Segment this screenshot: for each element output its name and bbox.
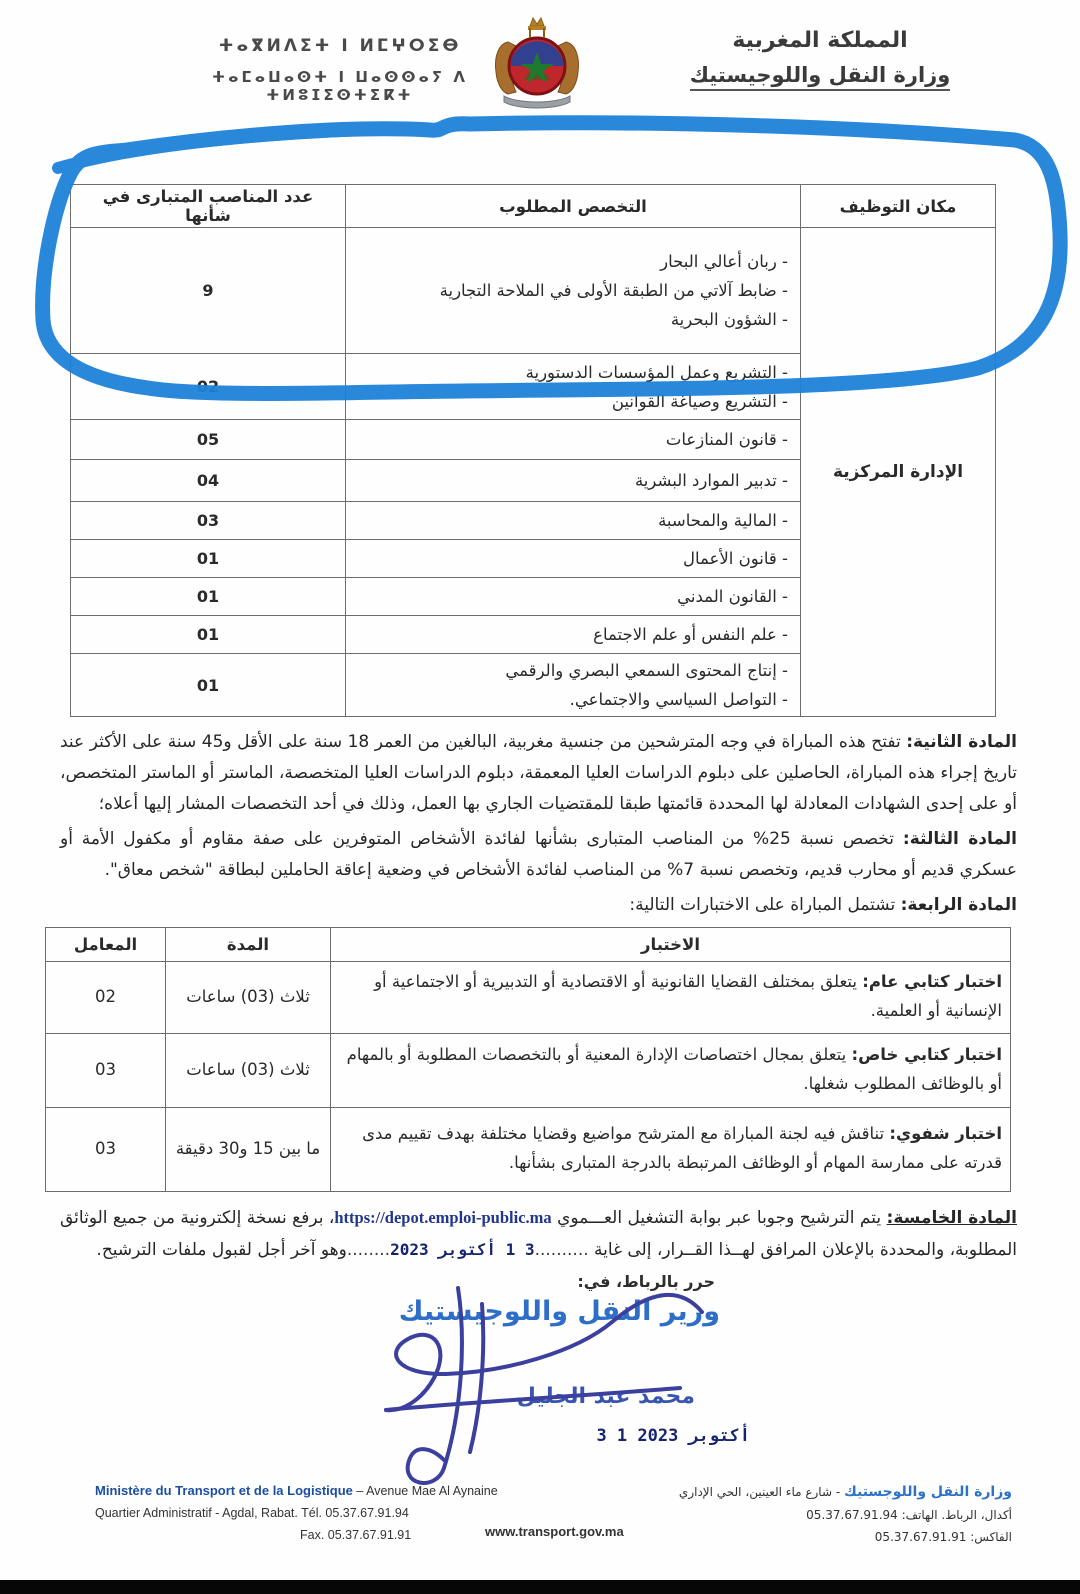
col-header-duration: المدة bbox=[166, 927, 331, 961]
count-cell: 04 bbox=[71, 460, 346, 502]
minister-name: محمد عبد الجليل bbox=[516, 1384, 695, 1410]
table-row bbox=[46, 961, 1011, 1033]
specialty-cell: - القانون المدني bbox=[346, 578, 801, 616]
table-row bbox=[46, 1033, 1011, 1107]
location-cell: الإدارة المركزية bbox=[801, 228, 996, 717]
count-cell: 02 bbox=[71, 354, 346, 420]
article-4: المادة الرابعة: تشتمل المباراة على الاختبارات التالية: bbox=[629, 894, 1017, 915]
footer-website[interactable]: www.transport.gov.ma bbox=[485, 1524, 624, 1539]
col-header-coefficient: المعامل bbox=[46, 927, 166, 961]
coefficient-cell: 03 bbox=[46, 1107, 166, 1191]
exam-cell: اختبار كتابي عام: يتعلق بمختلف القضايا القانونية أو الاقتصادية أو التدبيرية أو الاجتماعية أو الإنسانية أو العلمية. bbox=[331, 961, 1011, 1033]
duration-cell: ثلاث (03) ساعات bbox=[166, 961, 331, 1033]
arabic-header bbox=[670, 28, 970, 91]
count-cell: 01 bbox=[71, 578, 346, 616]
scan-edge-bar bbox=[0, 1580, 1080, 1594]
specialty-cell: - علم النفس أو علم الاجتماع bbox=[346, 616, 801, 654]
specialty-cell: - التشريع وعمل المؤسسات الدستورية - التشريع وصياغة القوانين bbox=[346, 354, 801, 420]
coefficient-cell: 02 bbox=[46, 961, 166, 1033]
footer-ar-fax: الفاكس: 05.37.67.91.91 bbox=[874, 1529, 1012, 1544]
tifinagh-ministry: ⵜⴰⵎⴰⵡⴰⵙⵜ ⵏ ⵡⴰⵙⵙⴰⵢ ⴷ ⵜⵍⵓⵊⵉⵙⵜⵉⴽⵜ bbox=[212, 68, 468, 104]
footer-ar-ministry: وزارة النقل واللوجستيك bbox=[843, 1484, 1012, 1500]
handwritten-signature bbox=[350, 1260, 730, 1490]
count-cell: 01 bbox=[71, 616, 346, 654]
minister-title: وزير النقل واللوجيستيك bbox=[398, 1296, 720, 1328]
document-header bbox=[0, 0, 1080, 142]
moroccan-coat-of-arms-icon bbox=[478, 14, 596, 122]
footer-fr-ministry: Ministère du Transport et de la Logistique bbox=[95, 1483, 353, 1498]
count-cell: 03 bbox=[71, 502, 346, 540]
col-header-count: عدد المناصب المتبارى في شأنها bbox=[71, 185, 346, 228]
exam-cell: اختبار كتابي خاص: يتعلق بمجال اختصاصات الإدارة المعنية أو بالتخصصات المطلوبة أو بالمهام أو بالوظائف المطلوب شغلها. bbox=[331, 1033, 1011, 1107]
count-cell: 05 bbox=[71, 420, 346, 460]
deadline-date-stamp: 3 1 أكتوبر 2023 bbox=[390, 1239, 535, 1259]
footer-fr-fax: Fax. 05.37.67.91.91 bbox=[300, 1527, 412, 1542]
article-3: المادة الثالثة: تخصص نسبة 25% من المناصب المتبارى بشأنها لفائدة الأشخاص المتوفرين على صفة مقاوم أو مكفول الأمة أو عسكري قديم أو محارب قديم، وتخصص نسبة 7% من المناصب لفائدة الأشخاص في وضعية إعاقة الحاملين لبطاقة "شخص معاق". bbox=[60, 828, 1017, 880]
positions-table bbox=[70, 184, 996, 717]
footer-arabic: وزارة النقل واللوجستيك - شارع ماء العينين، الحي الإداري أكدال، الرباط. الهاتف: 05.37.67.91.94 الفاكس: 05.37.67.91.91 bbox=[679, 1480, 1012, 1548]
ministry-title: وزارة النقل واللوجيستيك bbox=[690, 63, 951, 91]
tifinagh-header bbox=[150, 36, 530, 104]
exams-table-header-row bbox=[46, 927, 1011, 961]
tifinagh-kingdom: ⵜⴰⴳⵍⴷⵉⵜ ⵏ ⵍⵎⵖⵔⵉⴱ bbox=[218, 36, 462, 56]
articles-section bbox=[60, 727, 1017, 921]
footer-fr-address-line: Quartier Administratif - Agdal, Rabat. Tél. 05.37.67.91.94 bbox=[95, 1505, 409, 1520]
signature-block bbox=[0, 1266, 1080, 1494]
specialty-cell: - قانون الأعمال bbox=[346, 540, 801, 578]
signature-date-stamp: 3 1 أكتوبر 2023 bbox=[596, 1426, 750, 1447]
kingdom-title: المملكة المغربية bbox=[732, 28, 908, 53]
col-header-exam: الاختبار bbox=[331, 927, 1011, 961]
signed-at-line: حرر بالرباط، في: bbox=[577, 1272, 715, 1292]
specialty-cell: - المالية والمحاسبة bbox=[346, 502, 801, 540]
footer-ar-phone: أكدال، الرباط. الهاتف: 05.37.67.91.94 bbox=[806, 1508, 1012, 1523]
specialty-cell: - ربان أعالي البحار - ضابط آلاتي من الطبقة الأولى في الملاحة التجارية - الشؤون البحرية bbox=[346, 228, 801, 354]
article-5: المادة الخامسة: يتم الترشيح وجوبا عبر بوابة التشغيل العـــموي https://depot.emploi-public.ma، برفع نسخة إلكترونية من جميع الوثائق المطلوبة، والمحددة بالإعلان المرافق لهــذا القــرار، إلى غاية ..........3 1 أكتوبر 2023........وهو آخر أجل لقبول ملفات الترشيح. bbox=[60, 1207, 1018, 1260]
table-row bbox=[71, 228, 996, 354]
col-header-location: مكان التوظيف bbox=[801, 185, 996, 228]
exam-cell: اختبار شفوي: تناقش فيه لجنة المباراة مع المترشح مواضيع وقضايا مختلفة بهدف تقييم مدى قدرته على ممارسة المهام أو الوظائف المرتبطة بالدرجة المتبارى بشأنها. bbox=[331, 1107, 1011, 1191]
footer-french: Ministère du Transport et de la Logistique – Avenue Mae Al Aynaine Quartier Administratif - Agdal, Rabat. Tél. 05.37.67.91.94 Fax. 05.37.67.91.91 bbox=[95, 1480, 498, 1547]
duration-cell: ما بين 15 و30 دقيقة bbox=[166, 1107, 331, 1191]
table-row bbox=[46, 1107, 1011, 1191]
count-cell: 01 bbox=[71, 654, 346, 717]
duration-cell: ثلاث (03) ساعات bbox=[166, 1033, 331, 1107]
page-footer bbox=[0, 1480, 1080, 1560]
count-cell: 9 bbox=[71, 228, 346, 354]
specialty-cell: - قانون المنازعات bbox=[346, 420, 801, 460]
specialty-cell: - إنتاج المحتوى السمعي البصري والرقمي - التواصل السياسي والاجتماعي. bbox=[346, 654, 801, 717]
col-header-specialty: التخصص المطلوب bbox=[346, 185, 801, 228]
exams-table bbox=[45, 927, 1011, 1192]
article-2: المادة الثانية: تفتح هذه المباراة في وجه المترشحين من جنسية مغربية، البالغين من العمر 18 سنة على الأقل و45 سنة على الأكثر عند تاريخ إجراء هذه المباراة، الحاصلين على دبلوم الدراسات العليا المعمقة، دبلوم الدراسات العليا المتخصصة، الماستر أو الماستر المتخصص، أو على إحدى الشهادات المعادلة لها المحددة قائمتها طبقا للمقتضيات الجاري بها العمل، وذلك في أحد التخصصات المشار إليها أعلاه؛ bbox=[60, 732, 1017, 814]
coefficient-cell: 03 bbox=[46, 1033, 166, 1107]
positions-table-header-row bbox=[71, 185, 996, 228]
application-portal-url[interactable]: https://depot.emploi-public.ma bbox=[334, 1207, 552, 1227]
specialty-cell: - تدبير الموارد البشرية bbox=[346, 460, 801, 502]
count-cell: 01 bbox=[71, 540, 346, 578]
